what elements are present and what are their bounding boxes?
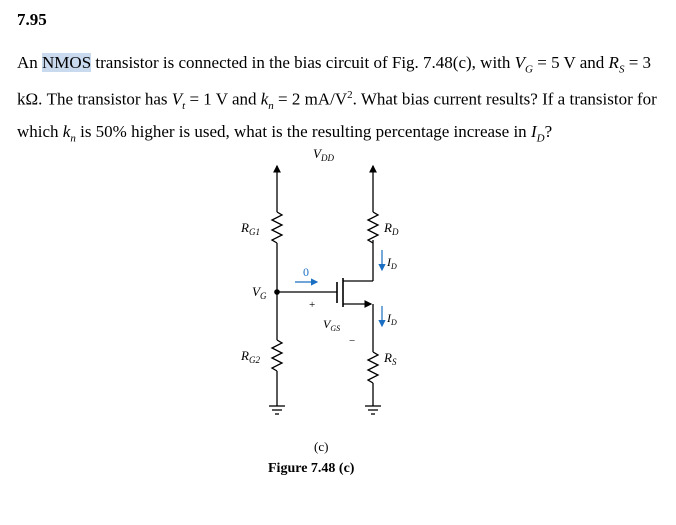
id-label-drain: $I_D$ xyxy=(387,255,397,271)
figure-caption: Figure 7.48 (c) xyxy=(268,461,355,476)
bias-circuit-diagram xyxy=(225,140,425,454)
ground-left xyxy=(269,406,285,414)
rd-label: $R_D$ xyxy=(384,220,399,237)
vg-label: $V_G$ xyxy=(252,284,267,301)
problem-number: 7.95 xyxy=(17,10,47,29)
problem-text: An NMOS transistor is connected in the bias circuit of Fig. 7.48(c), with $V_G = 5$ V and $R_S = 3$ kΩ. The transistor has $V_t = 1$ V and $k_n = 2$ $mA/V^2$. What bias current results? If a transistor for which $k_n$ is 50% higher is used, what is the resulting percentage increase in $I_D$? xyxy=(17,53,657,145)
vgs-plus: + xyxy=(309,299,316,311)
vgs-label: $V_{GS}$ xyxy=(323,317,341,333)
gate-current-label: 0 xyxy=(303,265,309,279)
vgs-minus: − xyxy=(349,335,356,347)
rg1-resistor xyxy=(272,212,282,243)
figure-sublabel: (c) xyxy=(314,439,329,454)
highlighted-word: NMOS xyxy=(42,53,92,72)
rg2-resistor xyxy=(272,340,282,371)
rs-label: $R_S$ xyxy=(384,350,397,367)
vdd-label: $V_{DD}$ xyxy=(313,146,334,163)
rs-resistor xyxy=(368,352,378,383)
id-label-source: $I_D$ xyxy=(387,311,397,327)
rg1-label: $R_{G1}$ xyxy=(241,220,260,237)
rd-resistor xyxy=(368,212,378,243)
ground-right xyxy=(365,406,381,414)
rg2-label: $R_{G2}$ xyxy=(241,348,260,365)
